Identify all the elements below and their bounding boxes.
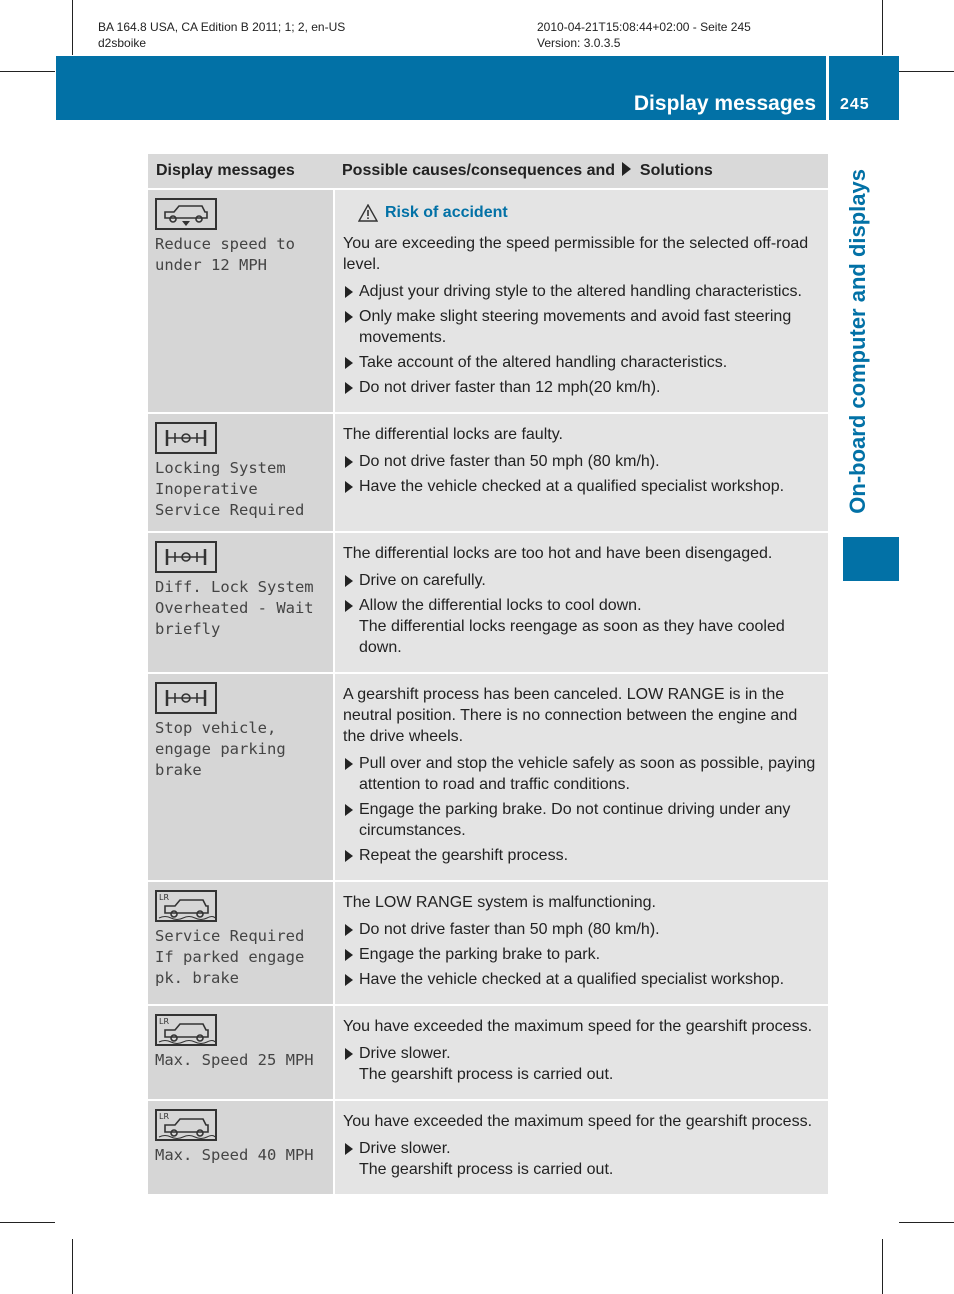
solution-step-text: Drive slower. [359,1140,451,1157]
table-row [148,673,828,881]
solution-cell [334,532,828,673]
solution-step: Drive on carefully. [343,570,822,591]
offroad-vehicle-icon [155,198,217,230]
page-number-box [829,56,899,120]
low-range-icon [155,890,217,922]
low-range-icon [155,1109,217,1141]
solution-step: Repeat the gearshift process. [343,845,822,866]
solution-step: Only make slight steering movements and avoid fast steering movements. [343,306,822,348]
crop-mark [0,1222,55,1223]
low-range-icon [155,1014,217,1046]
solution-step: Engage the parking brake. Do not continue driving under any circumstances. [343,799,822,841]
solution-step: Do not drive faster than 50 mph (80 km/h). [343,451,822,472]
col-header-causes-solutions [334,154,828,189]
solution-step: Have the vehicle checked at a qualified specialist workshop. [343,969,822,990]
cause-text: You have exceeded the maximum speed for the gearshift process. [343,1113,813,1130]
crop-mark [72,1239,73,1294]
arrow-right-icon [622,162,631,176]
crop-mark [899,71,954,72]
display-message-cell [148,881,334,1005]
solution-cell [334,413,828,532]
cause-text: A gearshift process has been canceled. LOW RANGE is in the neutral position. There is no connection between the engine and the drive wheels. [343,686,798,745]
solution-step: Have the vehicle checked at a qualified specialist workshop. [343,476,822,497]
meta-version: Version: 3.0.3.5 [537,36,621,50]
low-range-icon-label: LR [159,1112,170,1121]
side-chapter-label: On-board computer and displays [845,169,870,514]
display-message-text: Reduce speed to under 12 MPH [155,235,295,274]
cause-text: The differential locks are faulty. [343,426,563,443]
warning-label: Risk of accident [385,204,508,221]
low-range-icon-label: LR [159,1017,170,1026]
differential-lock-icon [155,422,217,454]
differential-lock-icon [155,682,217,714]
solution-step-note: The differential locks reengage as soon as they have cooled down. [359,618,785,656]
warning-triangle-icon [358,204,378,222]
solution-step-note: The gearshift process is carried out. [359,1161,614,1178]
display-message-cell [148,532,334,673]
display-message-cell [148,1100,334,1194]
crop-mark [882,1239,883,1294]
page-number: 245 [840,96,870,113]
table-row [148,1100,828,1194]
display-message-cell [148,189,334,413]
solution-step: Engage the parking brake to park. [343,944,822,965]
cause-text: You have exceeded the maximum speed for the gearshift process. [343,1018,813,1035]
display-message-text: Service Required If parked engage pk. brake [155,927,305,987]
meta-author: d2sboike [98,36,147,50]
solution-step: Do not driver faster than 12 mph(20 km/h). [343,377,822,398]
meta-edition: BA 164.8 USA, CA Edition B 2011; 1; 2, en-US [98,20,346,34]
solution-step: Take account of the altered handling characteristics. [343,352,822,373]
solution-cell [334,673,828,881]
table-row [148,532,828,673]
display-messages-table [148,154,828,1194]
cause-text: The differential locks are too hot and have been disengaged. [343,545,773,562]
print-meta-right [537,19,751,51]
section-header-bar [56,56,826,120]
low-range-icon-label: LR [159,893,170,902]
table-header-row [148,154,828,189]
display-message-cell [148,413,334,532]
table-row [148,413,828,532]
solution-cell [334,881,828,1005]
solution-step-text: Drive slower. [359,1045,451,1062]
solution-cell [334,1100,828,1194]
display-message-cell [148,673,334,881]
display-message-text: Stop vehicle, engage parking brake [155,719,286,779]
solution-step [343,595,822,658]
display-message-cell [148,1005,334,1100]
col-header-causes: Possible causes/consequences and [342,162,616,179]
solution-step-text: Allow the differential locks to cool down. [359,597,642,614]
table-row [148,881,828,1005]
col-header-display-messages: Display messages [148,154,334,189]
differential-lock-icon [155,541,217,573]
solution-step: Do not drive faster than 50 mph (80 km/h). [343,919,822,940]
display-message-text: Diff. Lock System Overheated - Wait briefly [155,578,314,638]
side-chapter-title [842,169,874,525]
solution-cell [334,189,828,413]
side-chapter-tab [843,537,899,581]
table-row [148,189,828,413]
crop-mark [0,71,55,72]
solution-step [343,1138,822,1180]
solution-step: Adjust your driving style to the altered handling characteristics. [343,281,822,302]
solution-step [343,1043,822,1085]
solution-cell [334,1005,828,1100]
crop-mark [72,0,73,55]
display-message-text: Max. Speed 25 MPH [155,1051,314,1069]
display-message-text: Max. Speed 40 MPH [155,1146,314,1164]
cause-text: You are exceeding the speed permissible for the selected off-road level. [343,235,809,273]
col-header-solutions: Solutions [639,162,713,179]
warning-heading [358,202,822,223]
display-message-text: Locking System Inoperative Service Required [155,459,305,519]
solution-step-note: The gearshift process is carried out. [359,1066,614,1083]
meta-timestamp: 2010-04-21T15:08:44+02:00 - Seite 245 [537,20,751,34]
table-row [148,1005,828,1100]
section-title: Display messages [633,92,816,115]
solution-step: Pull over and stop the vehicle safely as soon as possible, paying attention to road and traffic conditions. [343,753,822,795]
crop-mark [882,0,883,55]
print-meta-left [98,19,345,51]
cause-text: The LOW RANGE system is malfunctioning. [343,894,656,911]
crop-mark [899,1222,954,1223]
